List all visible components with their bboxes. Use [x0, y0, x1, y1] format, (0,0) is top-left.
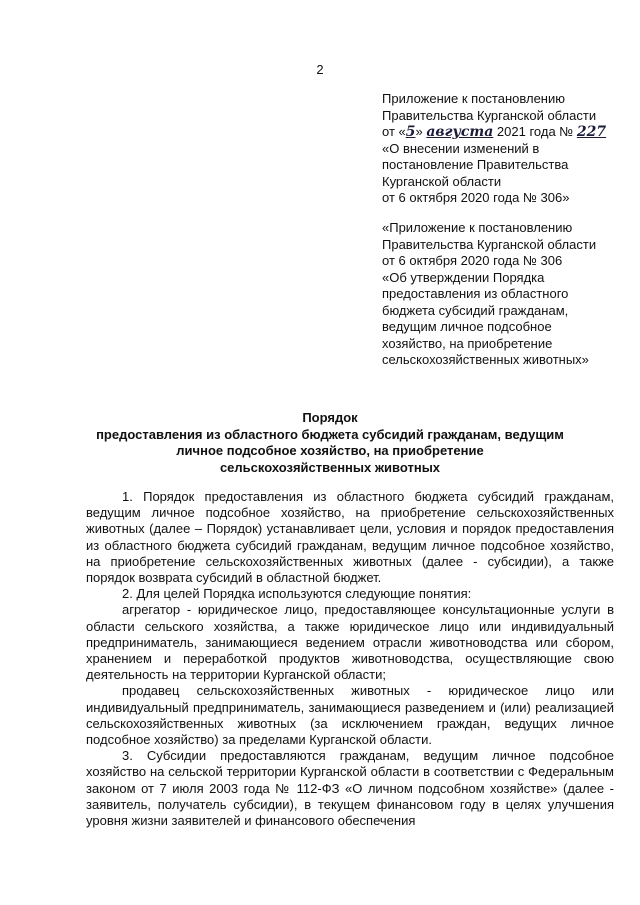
document-body	[86, 489, 614, 829]
date-year: 2021 года №	[496, 124, 574, 139]
annex-line: предоставления из областного	[382, 286, 569, 301]
title-line: Порядок	[302, 410, 358, 425]
handwritten-month: августа	[426, 124, 494, 140]
annex-line: «Об утверждении Порядка	[382, 269, 545, 285]
paragraph: агрегатор - юридическое лицо, предоставляющее консультационные услуги в области сельского хозяйства, а также юридическое лицо или индивидуальный предприниматель, занимающиеся ведением отрасли животноводства или сбором, хранением и переработкой продуктов животноводства, осуществляющие свою деятельность на территории Курганской области;	[86, 602, 614, 683]
original-annex-header	[382, 220, 630, 369]
annex-line: Правительства Курганской области	[382, 107, 597, 123]
annex-line: хозяйство, на приобретение	[382, 335, 553, 351]
annex-date-line	[382, 124, 630, 141]
annex-line: ведущим личное подсобное	[382, 319, 552, 334]
page-number: 2	[316, 62, 324, 77]
handwritten-number: 227	[576, 124, 607, 140]
annex-line: от 6 октября 2020 года № 306»	[382, 190, 570, 205]
paragraph: 1. Порядок предоставления из областного бюджета субсидий гражданам, ведущим личное подсобное хозяйство, на приобретение сельскохозяйственных животных (далее – Порядок) устанавливает цели, условия и порядок предоставления из областного бюджета субсидий гражданам, ведущим личное подсобное хозяйство, на приобретение сельскохозяйственных животных (далее - субсидии), а также порядок возврата субсидий в областной бюджет.	[86, 489, 614, 586]
title-line: личное подсобное хозяйство, на приобретение	[176, 443, 484, 458]
annex-line: Правительства Курганской области	[382, 236, 597, 252]
paragraph: продавец сельскохозяйственных животных - юридическое лицо или индивидуальный предприниматель, занимающиеся разведением и (или) реализацией сельскохозяйственных животных (за исключением граждан, ведущих личное подсобное хозяйство) за пределами Курганской области.	[86, 683, 614, 748]
title-line: предоставления из областного бюджета субсидий гражданам, ведущим	[96, 426, 564, 442]
annex-line: от 6 октября 2020 года № 306	[382, 253, 563, 268]
paragraph: 3. Субсидии предоставляются гражданам, ведущим личное подсобное хозяйство на сельской территории Курганской области в соответствии с Федеральным законом от 7 июля 2003 года № 112-ФЗ «О личном подсобном хозяйстве» (далее - заявитель, получатель субсидии), в текущем финансовом году в целях улучшения уровня жизни заявителей и финансового обеспечения	[86, 748, 614, 829]
annex-line: Курганской области	[382, 173, 502, 189]
annex-header	[382, 91, 630, 207]
paragraph: 2. Для целей Порядка используются следующие понятия:	[122, 586, 472, 602]
annex-line: «Приложение к постановлению	[382, 220, 573, 235]
annex-line: Приложение к постановлению	[382, 91, 565, 106]
title-line: сельскохозяйственных животных	[219, 459, 441, 475]
annex-line: сельскохозяйственных животных»	[382, 352, 589, 367]
annex-line: постановление Правительства	[382, 157, 569, 172]
document-title	[70, 410, 590, 476]
annex-line: бюджета субсидий гражданам,	[382, 302, 569, 318]
handwritten-day: 5	[405, 124, 416, 140]
date-quote: »	[415, 124, 423, 139]
annex-line: «О внесении изменений в	[382, 140, 540, 156]
date-prefix: от «	[382, 124, 406, 139]
